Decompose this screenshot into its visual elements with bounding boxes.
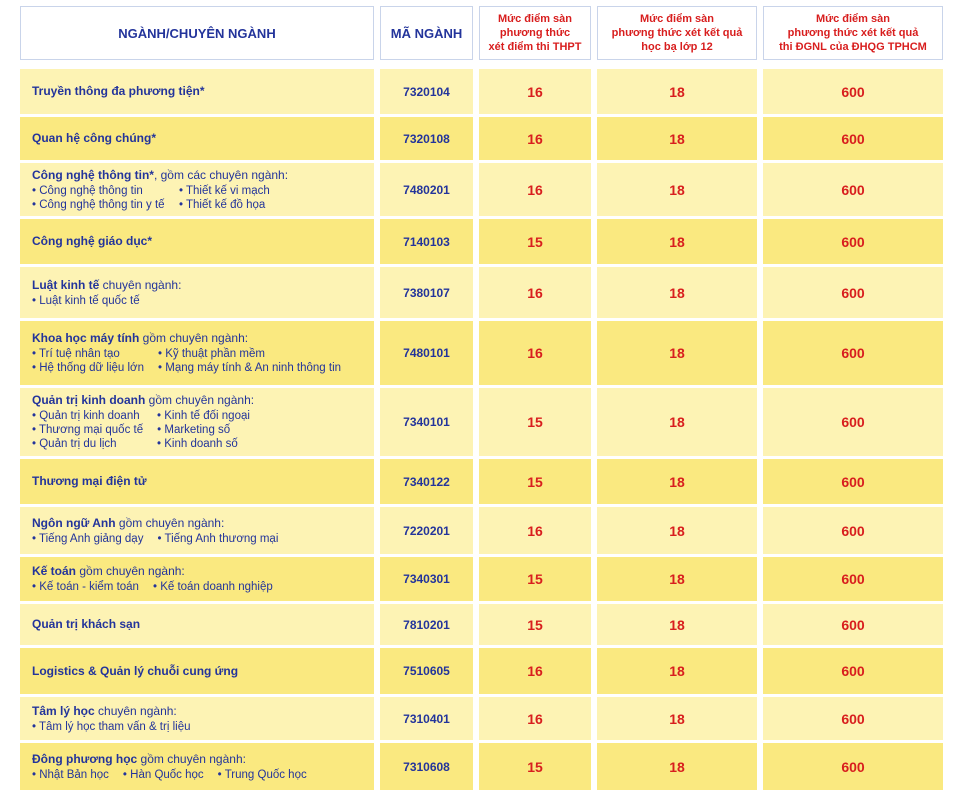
specialization-list [32,184,284,212]
score-thpt: 15 [479,743,591,790]
score-hocba: 18 [597,459,757,504]
major-name: Ngôn ngữ Anh [32,515,116,530]
specialization-name: Luật kinh tế quốc tế [39,294,140,307]
major-title [32,278,181,293]
specialization-item: • Quản trị du lịch [32,438,117,450]
header-thpt-line: xét điểm thi THPT [488,41,582,53]
major-suffix: gồm chuyên ngành: [76,564,185,578]
specialization-item: • Marketing số [157,424,231,436]
specialization-item: • Công nghệ thông tin y tế [32,198,165,211]
major-cell [20,321,374,385]
major-title [32,704,177,719]
header-thpt-line: Mức điểm sàn [498,13,572,25]
header-dgnl-line: phương thức xét kết quả [787,27,919,39]
score-hocba: 18 [597,507,757,554]
specialization-name: Kế toán doanh nghiệp [160,581,273,593]
major-title [32,331,248,346]
specialization-list [32,720,205,734]
specialization-row [32,294,154,308]
major-cell [20,648,374,694]
major-title [32,564,185,579]
header-hocba-line: phương thức xét kết quả [611,27,743,39]
specialization-name: Tiếng Anh giảng dạy [39,532,144,545]
specialization-list [32,768,321,782]
specialization-list [32,294,154,308]
specialization-item: • Nhật Bản học [32,768,109,781]
major-title [32,752,246,767]
specialization-name: Tâm lý học tham vấn & trị liệu [39,720,191,733]
score-dgnl: 600 [763,117,943,160]
specialization-row [32,198,284,212]
specialization-item: • Luật kinh tế quốc tế [32,294,140,307]
specialization-item: • Kỹ thuật phần mềm [158,348,265,360]
specialization-item: • Thiết kế đồ họa [179,198,266,211]
score-hocba: 18 [597,321,757,385]
specialization-name: Hàn Quốc học [130,768,204,781]
specialization-name: Nhật Bản học [39,768,109,781]
score-thpt: 15 [479,459,591,504]
specialization-item: • Thiết kế vi mạch [179,184,270,197]
major-suffix: gồm chuyên ngành: [145,393,255,407]
score-hocba: 18 [597,163,757,216]
specialization-name: Mạng máy tính & An ninh thông tin [165,362,342,374]
score-thpt: 15 [479,388,591,456]
score-dgnl: 600 [763,507,943,554]
header-major-label: NGÀNH/CHUYÊN NGÀNH [118,25,276,41]
specialization-row [32,184,284,198]
major-cell [20,604,374,645]
score-thpt: 16 [479,163,591,216]
major-cell [20,219,374,264]
score-dgnl: 600 [763,459,943,504]
specialization-row [32,409,264,423]
score-thpt: 16 [479,69,591,114]
specialization-name: Marketing số [164,424,231,436]
major-code: 7340101 [380,388,473,456]
specialization-row [32,437,264,451]
major-suffix: gồm chuyên ngành: [139,331,249,345]
score-hocba: 18 [597,219,757,264]
specialization-name: Tiếng Anh thương mại [164,532,279,545]
major-cell [20,388,374,456]
header-thpt-line: phương thức [499,27,571,39]
major-name: Thương mại điện tử [32,474,147,488]
header-hocba-line: Mức điểm sàn [640,13,714,25]
specialization-item: • Kế toán - kiểm toán [32,581,139,593]
score-dgnl: 600 [763,743,943,790]
specialization-item: • Quản trị kinh doanh [32,410,140,422]
specialization-list [32,532,292,546]
major-code: 7480101 [380,321,473,385]
score-dgnl: 600 [763,219,943,264]
specialization-list [32,580,287,594]
score-thpt: 16 [479,507,591,554]
major-name: Quản trị khách sạn [32,617,141,631]
major-name: Công nghệ giáo dục* [32,234,152,248]
score-thpt: 16 [479,321,591,385]
specialization-list [32,347,355,375]
specialization-item: • Kinh tế đối ngoại [157,410,250,422]
specialization-name: Thiết kế đồ họa [186,198,266,211]
major-name: Quan hệ công chúng* [32,131,157,145]
specialization-row [32,580,287,594]
major-name: Truyền thông đa phương tiện* [32,84,205,98]
major-cell [20,117,374,160]
specialization-name: Thương mại quốc tế [39,424,144,436]
major-code: 7810201 [380,604,473,645]
specialization-row [32,423,264,437]
specialization-row [32,532,292,546]
major-suffix: chuyên ngành: [99,277,182,292]
specialization-item: • Tiếng Anh thương mại [157,532,279,545]
score-thpt: 15 [479,219,591,264]
score-thpt: 15 [479,604,591,645]
score-dgnl: 600 [763,557,943,601]
major-name: Tâm lý học [32,703,95,718]
score-hocba: 18 [597,697,757,740]
specialization-name: Quản trị du lịch [39,438,117,450]
major-suffix: gồm chuyên ngành: [115,515,225,530]
specialization-name: Thiết kế vi mạch [186,184,270,197]
major-name: Công nghệ thông tin* [32,167,154,182]
major-code: 7220201 [380,507,473,554]
major-code: 7310608 [380,743,473,790]
specialization-item: • Công nghệ thông tin [32,184,143,197]
major-suffix: gồm chuyên ngành: [137,751,246,766]
major-code: 7380107 [380,267,473,318]
specialization-item: • Hệ thống dữ liệu lớn [32,362,144,374]
specialization-row [32,361,355,375]
score-hocba: 18 [597,557,757,601]
specialization-name: Quản trị kinh doanh [39,410,140,422]
specialization-item: • Kinh doanh số [157,438,238,450]
major-suffix: chuyên ngành: [94,703,177,718]
major-title [32,664,238,679]
major-code: 7320104 [380,69,473,114]
specialization-item: • Trí tuệ nhân tạo [32,348,120,360]
major-title [32,234,152,249]
major-title [32,84,205,99]
score-dgnl: 600 [763,648,943,694]
header-hocba [597,6,757,60]
specialization-list [32,409,264,451]
score-thpt: 16 [479,648,591,694]
major-cell [20,697,374,740]
score-hocba: 18 [597,69,757,114]
header-dgnl [763,6,943,60]
header-hocba-line: học bạ lớp 12 [641,41,713,53]
score-thpt: 15 [479,557,591,601]
major-name: Kế toán [32,564,77,578]
score-hocba: 18 [597,117,757,160]
score-thpt: 16 [479,117,591,160]
score-dgnl: 600 [763,69,943,114]
specialization-name: Trí tuệ nhân tạo [39,348,120,360]
major-code: 7140103 [380,219,473,264]
major-code: 7340122 [380,459,473,504]
score-hocba: 18 [597,648,757,694]
score-dgnl: 600 [763,388,943,456]
major-cell [20,163,374,216]
score-dgnl: 600 [763,697,943,740]
header-dgnl-line: thi ĐGNL của ĐHQG TPHCM [779,41,927,53]
specialization-name: Trung Quốc học [224,768,307,781]
specialization-name: Kỹ thuật phần mềm [165,348,265,360]
major-cell [20,69,374,114]
score-hocba: 18 [597,388,757,456]
major-cell [20,267,374,318]
major-title [32,131,156,146]
specialization-name: Kinh tế đối ngoại [164,410,250,422]
header-thpt [479,6,591,60]
major-suffix: , gồm các chuyên ngành: [153,167,289,182]
major-name: Khoa học máy tính [32,331,140,345]
major-name: Quản trị kinh doanh [32,393,146,407]
major-cell [20,743,374,790]
score-thpt: 16 [479,267,591,318]
header-code [380,6,473,60]
major-cell [20,507,374,554]
major-code: 7310401 [380,697,473,740]
score-dgnl: 600 [763,321,943,385]
specialization-item: • Kế toán doanh nghiệp [152,581,273,593]
specialization-item: • Tiếng Anh giảng dạy [32,532,144,545]
specialization-name: Kế toán - kiểm toán [39,581,139,593]
specialization-row [32,347,355,361]
major-code: 7510605 [380,648,473,694]
specialization-row [32,768,321,782]
major-name: Logistics & Quản lý chuỗi cung ứng [32,663,239,678]
score-hocba: 18 [597,604,757,645]
major-code: 7340301 [380,557,473,601]
specialization-name: Công nghệ thông tin [39,184,143,197]
score-thpt: 16 [479,697,591,740]
specialization-item: • Hàn Quốc học [122,768,204,781]
header-major [20,6,374,60]
specialization-item: • Thương mại quốc tế [32,424,144,436]
header-dgnl-line: Mức điểm sàn [815,13,890,25]
major-name: Luật kinh tế [32,277,100,292]
major-cell [20,557,374,601]
major-title [32,516,224,531]
major-code: 7320108 [380,117,473,160]
specialization-row [32,720,205,734]
specialization-item: • Mạng máy tính & An ninh thông tin [158,362,342,374]
major-name: Đông phương học [32,751,138,766]
major-title [32,617,140,632]
major-title [32,474,147,489]
specialization-item: • Tâm lý học tham vấn & trị liệu [32,720,191,733]
specialization-name: Hệ thống dữ liệu lớn [39,362,144,374]
major-title [32,168,288,183]
score-dgnl: 600 [763,163,943,216]
specialization-name: Kinh doanh số [164,438,238,450]
header-code-label: MÃ NGÀNH [390,25,463,41]
specialization-item: • Trung Quốc học [217,768,307,781]
score-hocba: 18 [597,743,757,790]
score-hocba: 18 [597,267,757,318]
major-cell [20,459,374,504]
score-dgnl: 600 [763,267,943,318]
specialization-name: Công nghệ thông tin y tế [39,198,165,211]
score-dgnl: 600 [763,604,943,645]
major-code: 7480201 [380,163,473,216]
major-title [32,393,254,408]
